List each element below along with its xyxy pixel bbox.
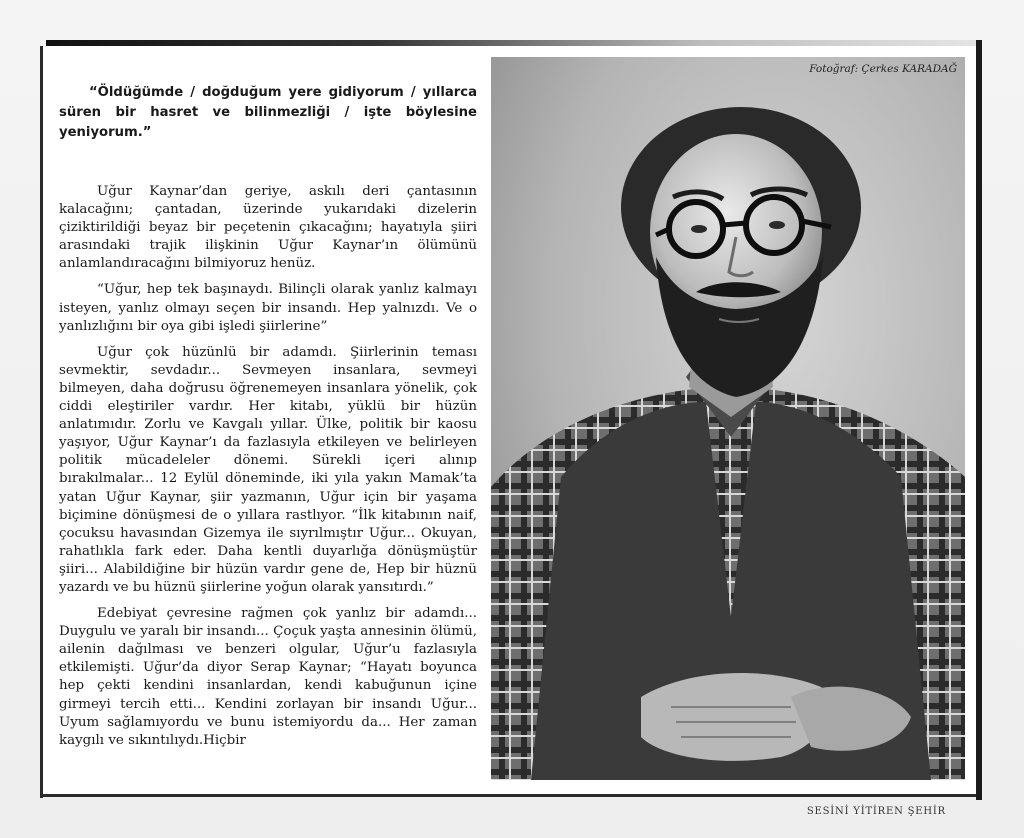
article-text-column bbox=[59, 70, 477, 790]
article-paragraph: Uğur çok hüzünlü bir adamdı. Şiirlerinin teması sevmektir, sevdadır... Sevmeyen insanlara, sevmeyi bilmeyen, daha doğrusu öğrenemeyen insanlara yönelik, çok ciddi eleştiriler vardır. Her kitabı, yüklü bir hüzün anlatımıdır. Zorlu ve Kavgalı yıllar. Ülke, politik bir kaosu yaşıyor, Uğur Kaynar’ı da fazlasıyla etkileyen ve belirleyen politik mücadeleler dönemi. Sürekli içeri alınıp bırakılmalar... 12 Eylül döneminde, iki yıla yakın Mamak’ta yatan Uğur Kaynar, şiir yazmanın, Uğur için bir yaşama biçimine dönüşmesi de o yıllara rastlıyor. “İlk kitabının naif, çocuksu havasından Gizemya ile sıyrılmıştır Uğur... Okuyan, rahatlıkla fark eder. Daha kentli duyarlığa dönüşmüştür şiiri... Alabildiğine bir hüzün vardır gene de, Hep bir hüznü yazardı ve bu hüznü şiirlerine yoğun olarak yansıtırdı.” bbox=[59, 344, 477, 595]
photo-credit: Fotoğraf: Çerkes KARADAĞ bbox=[809, 63, 957, 75]
portrait-photo bbox=[491, 57, 965, 780]
article-paragraph: Uğur Kaynar’dan geriye, askılı deri çantasının kalacağını; çantadan, üzerinde yukarıdaki dizelerin çiziktirildiği beyaz bir peçetenin çıkacağını; hayatıyla şiiri arasındaki trajik ilişkinin Uğur Kaynar’ın ölümünü anlamlandıracağını bilmiyoruz henüz. bbox=[59, 184, 477, 272]
portrait-illustration bbox=[491, 57, 965, 780]
article-paragraph: “Uğur, hep tek başınaydı. Bilinçli olarak yanlız kalmayı isteyen, yanlız olmayı seçen bir insandı. Hep yalnızdı. Ve o yanlızlığını bir oya gibi işledi şiirlerine” bbox=[59, 282, 477, 334]
article-paragraph: Edebiyat çevresine rağmen çok yanlız bir adamdı... Duygulu ve yaralı bir insandı... Çoçuk yaşta annesinin ölümü, ailenin dağılması ve benzeri olgular, Uğur’u fazlasıyla etkilemişti. Uğur’da diyor Serap Kaynar; “Hayatı boyunca hep çekti kendini insanlardan, kendi kabuğunun içine girmeyi tercih etti... Kendini zorlayan bir insandı Uğur... Uyum sağlamıyordu ve bunu istemiyordu da... Her zaman kaygılı ve sıkıntılıydı.Hiçbir bbox=[59, 606, 477, 748]
epigraph-quote: “Öldüğümde / doğduğum yere gidiyorum / yıllarca süren bir hasret ve bilinmezliği / işte böylesine yeniyorum.” bbox=[59, 85, 477, 140]
right-rule bbox=[976, 40, 982, 800]
footer-section-title: SESİNİ YİTİREN ŞEHİR bbox=[806, 806, 946, 817]
bottom-rule bbox=[40, 794, 982, 797]
